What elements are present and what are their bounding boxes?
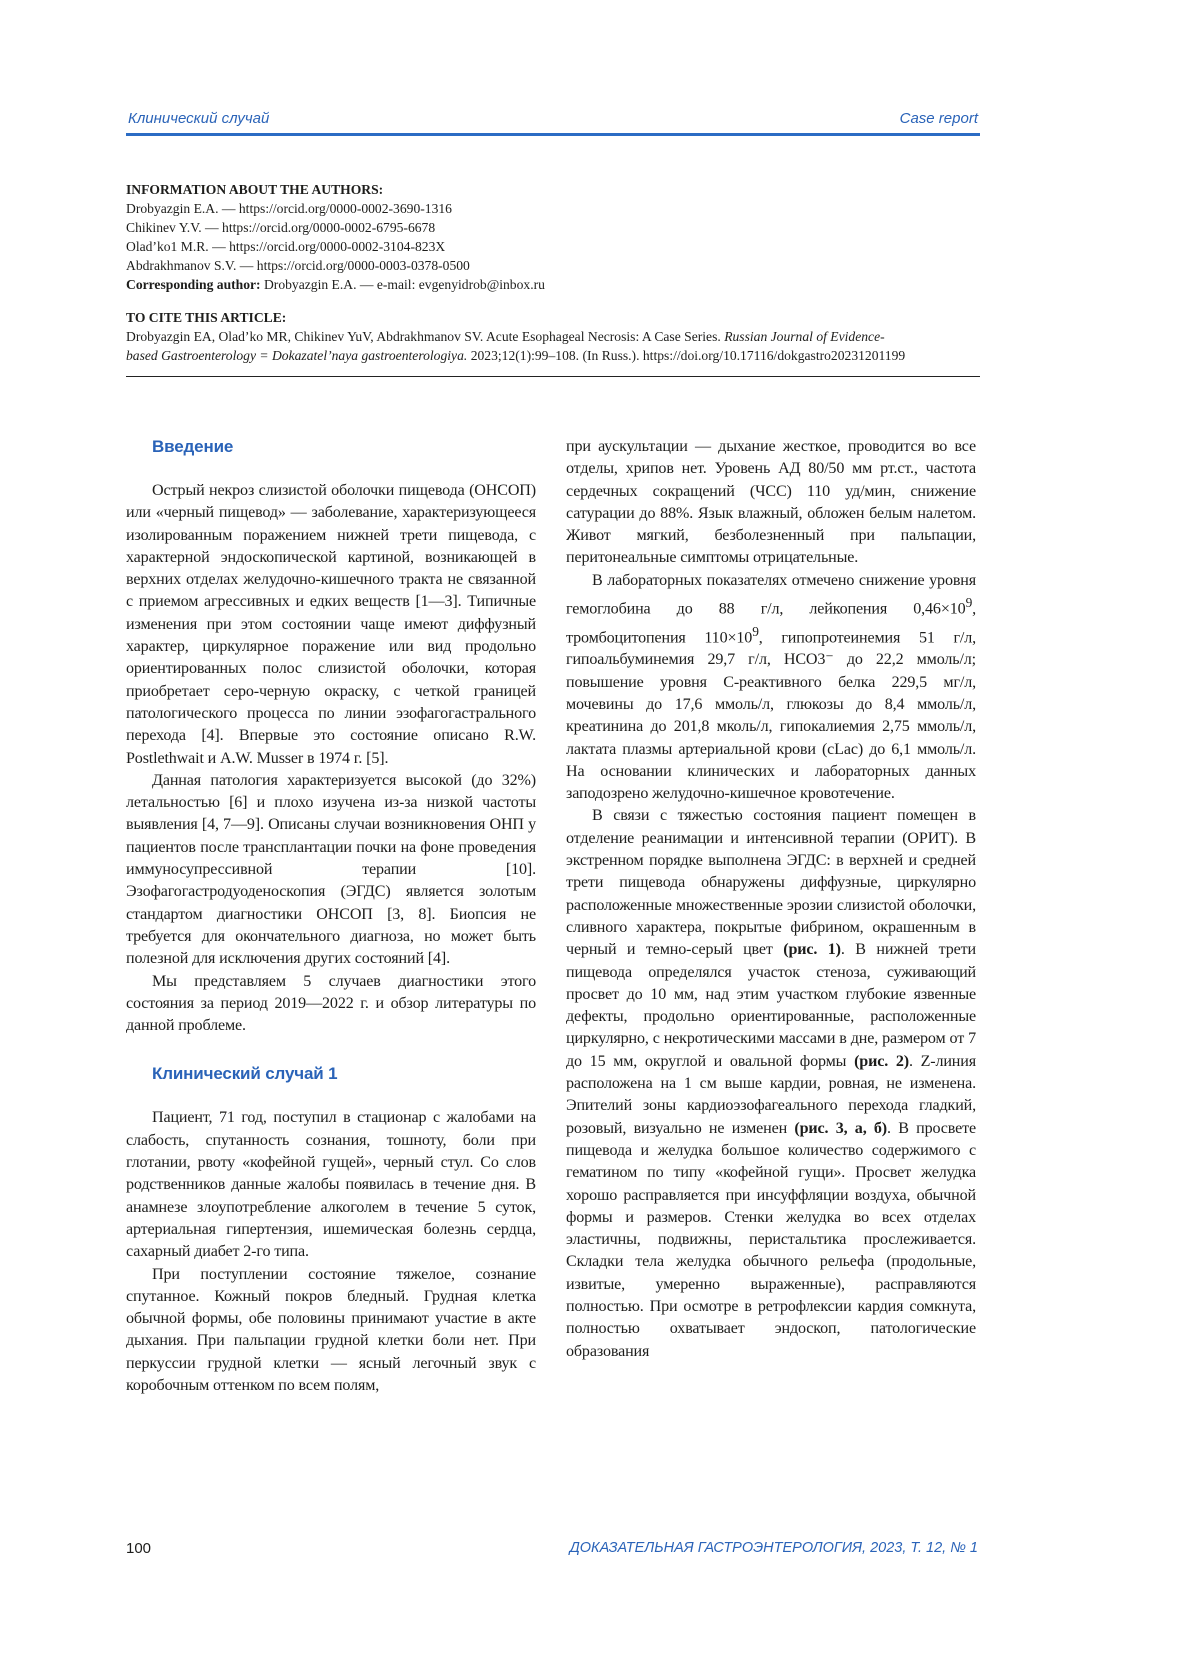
- running-header-left: Клинический случай: [128, 110, 270, 127]
- corresponding-text: Drobyazgin E.A. — e-mail: evgenyidrob@inbox.ru: [263, 277, 545, 292]
- figure-ref: (рис. 1): [783, 941, 841, 959]
- citation-line-2: [126, 346, 986, 365]
- corresponding-author: [126, 275, 986, 294]
- paragraph: При поступлении состояние тяжелое, сознание спутанное. Кожный покров бледный. Грудная клетка обычной формы, обе половины принимают участие в акте дыхания. При пальпации грудной клетки боли нет. При перкуссии грудной клетки — ясный легочный звук с коробочным оттенком по всем полям,: [126, 1265, 536, 1394]
- text-run: . Z-линия расположена на 1 см выше кардии, ровная, не изменена. Эпителий зоны кардиоэзофагеального перехода гладкий, розовый, визуально не изменен: [566, 1052, 976, 1137]
- author-orcid-line: Chikinev Y.V. — https://orcid.org/0000-0002-6795-6678: [126, 220, 436, 235]
- author-orcid-line: Abdrakhmanov S.V. — https://orcid.org/0000-0003-0378-0500: [126, 258, 470, 273]
- author-orcid-line: Drobyazgin E.A. — https://orcid.org/0000-0002-3690-1316: [126, 201, 452, 216]
- citation-text: Drobyazgin EA, Olad’ko MR, Chikinev YuV, Abdrakhmanov SV. Acute Esophageal Necrosis: A Case Series.: [126, 329, 721, 344]
- figure-ref: (рис. 3, а, б): [794, 1119, 888, 1137]
- left-column: [126, 436, 536, 1397]
- citation-doi: 2023;12(1):99–108. (In Russ.). https://doi.org/10.17116/dokgastro20231201199: [470, 348, 906, 363]
- citation-block: [126, 308, 986, 365]
- citation-journal: Russian Journal of Evidence-: [724, 329, 885, 344]
- superscript: 9: [965, 595, 973, 611]
- section-heading-case: Клинический случай 1: [152, 1064, 338, 1084]
- text-run: В связи с тяжестью состояния пациент помещен в отделение реанимации и интенсивной терапии (ОРИТ). В экстренном порядке выполнена ЭГДС: в верхней и средней трети пищевода обнаружены диффузные, циркулярно расположенные множественные эрозии слизистой оболочки, сливного характера, покрытые фибрином, окрашенным в черный и темно-серый цвет: [566, 807, 976, 959]
- paragraph: при аускультации — дыхание жесткое, проводится во все отделы, хрипов нет. Уровень АД 80/50 мм рт.ст., частота сердечных сокращений (ЧСС) 110 уд/мин, снижение сатурации до 88%. Язык влажный, обложен белым налетом. Живот мягкий, безболезненный при пальпации, перитонеальные симптомы отрицательные.: [566, 438, 976, 567]
- figure-ref: (рис. 2): [854, 1052, 909, 1070]
- citation-rule: [126, 376, 980, 377]
- text-run: В лабораторных показателях отмечено снижение уровня гемоглобина до 88 г/л, лейкопения 0,46×10: [566, 571, 976, 618]
- superscript: 9: [752, 623, 759, 639]
- journal-footer: ДОКАЗАТЕЛЬНАЯ ГАСТРОЭНТЕРОЛОГИЯ, 2023, Т. 12, № 1: [569, 1540, 978, 1556]
- text-run: . В просвете пищевода и желудка большое количество содержимого с гематином по типу «кофейной гущи». Просвет желудка хорошо расправляется при инсуффляции воздуха, обычной формы и размеров. Стенки желудка во всех отделах эластичны, подвижны, перистальтика прослеживается. Складки тела желудка обычного рельефа (продольные, извитые, умеренно выраженные), расправляются полностью. При осмотре в ретрофлексии кардия сомкнута, полностью охватывает эндоскоп, патологические образования: [566, 1119, 976, 1360]
- authors-info: [126, 180, 986, 294]
- paragraph-labs: [566, 570, 976, 806]
- paragraph: Мы представляем 5 случаев диагностики этого состояния за период 2019—2022 г. и обзор литературы по данной проблеме.: [126, 972, 536, 1035]
- paragraph: Пациент, 71 год, поступил в стационар с жалобами на слабость, спутанность сознания, тошноту, боли при глотании, рвоту «кофейной гущей», черный стул. Со слов родственников данные жалобы появилась в течение дня. В анамнезе злоупотребление алкоголем в течение 5 суток, артериальная гипертензия, ишемическая болезнь сердца, сахарный диабет 2-го типа.: [126, 1109, 536, 1261]
- paragraph-egds: [566, 805, 976, 1362]
- citation-line-1: [126, 327, 986, 346]
- running-header-right: Case report: [899, 110, 978, 127]
- authors-info-title: INFORMATION ABOUT THE AUTHORS:: [126, 182, 384, 197]
- section-heading-intro: Введение: [152, 437, 234, 456]
- text-run: . В нижней трети пищевода определялся участок стеноза, суживающий просвет до 10 мм, над этим участком глубокие язвенные дефекты, продольно ориентированные, расположенные циркулярно, с некротическими массами в дне, размером от 7 до 15 мм, округлой и овальной формы: [566, 941, 976, 1070]
- citation-journal-cont: based Gastroenterology = Dokazatel’naya gastroenterologiya.: [126, 348, 468, 363]
- paragraph: Данная патология характеризуется высокой (до 32%) летальностью [6] и плохо изучена из-за низкой частоты выявления [4, 7—9]. Описаны случаи возникновения ОНП у пациентов после трансплантации почки на фоне проведения иммуносупрессивной терапии [10]. Эзофагогастродуоденоскопия (ЭГДС) является золотым стандартом диагностики ОНСОП [3, 8]. Биопсия не требуется для окончательного диагноза, но может быть полезной для исключения других состояний [4].: [126, 771, 536, 968]
- text-run: , гипопротеинемия 51 г/л, гипоальбуминемия 29,7 г/л, HCO3⁻ до 22,2 ммоль/л; повышение уровня C-реактивного белка 229,5 мг/л, мочевины до 17,6 ммоль/л, глюкозы до 8,4 ммоль/л, креатинина до 201,8 мколь/л, гипокалиемия 2,75 ммоль/л, лактата плазмы артериальной крови (cLac) до 6,1 ммоль/л. На основании клинических и лабораторных данных заподозрено желудочно-кишечное кровотечение.: [566, 629, 976, 803]
- corresponding-label: Corresponding author:: [126, 277, 261, 292]
- right-column: [566, 436, 976, 1363]
- header-rule: [126, 133, 980, 136]
- author-orcid-line: Olad’ko1 M.R. — https://orcid.org/0000-0002-3104-823X: [126, 239, 446, 254]
- page-number: 100: [126, 1540, 152, 1557]
- text-run: , тромбоцитопения 110×10: [566, 600, 976, 647]
- citation-title: TO CITE THIS ARTICLE:: [126, 310, 287, 325]
- paragraph: Острый некроз слизистой оболочки пищевода (ОНСОП) или «черный пищевод» — заболевание, характеризующееся изолированным поражением нижней трети пищевода, с характерной эндоскопической картиной, возникающей в верхних отделах желудочно-кишечного тракта не связанной с приемом агрессивных и едких веществ [1—3]. Типичные изменения при этом состоянии чаще имеют диффузный характер, циркулярное поражение или вид продольно ориентированных полос слизистой оболочки, которая приобретает серо-черную окраску, с четкой границей патологического процесса по линии эзофагогастрального перехода [4]. Впервые это состояние описано R.W. Postlethwait и A.W. Musser в 1974 г. [5].: [126, 482, 536, 767]
